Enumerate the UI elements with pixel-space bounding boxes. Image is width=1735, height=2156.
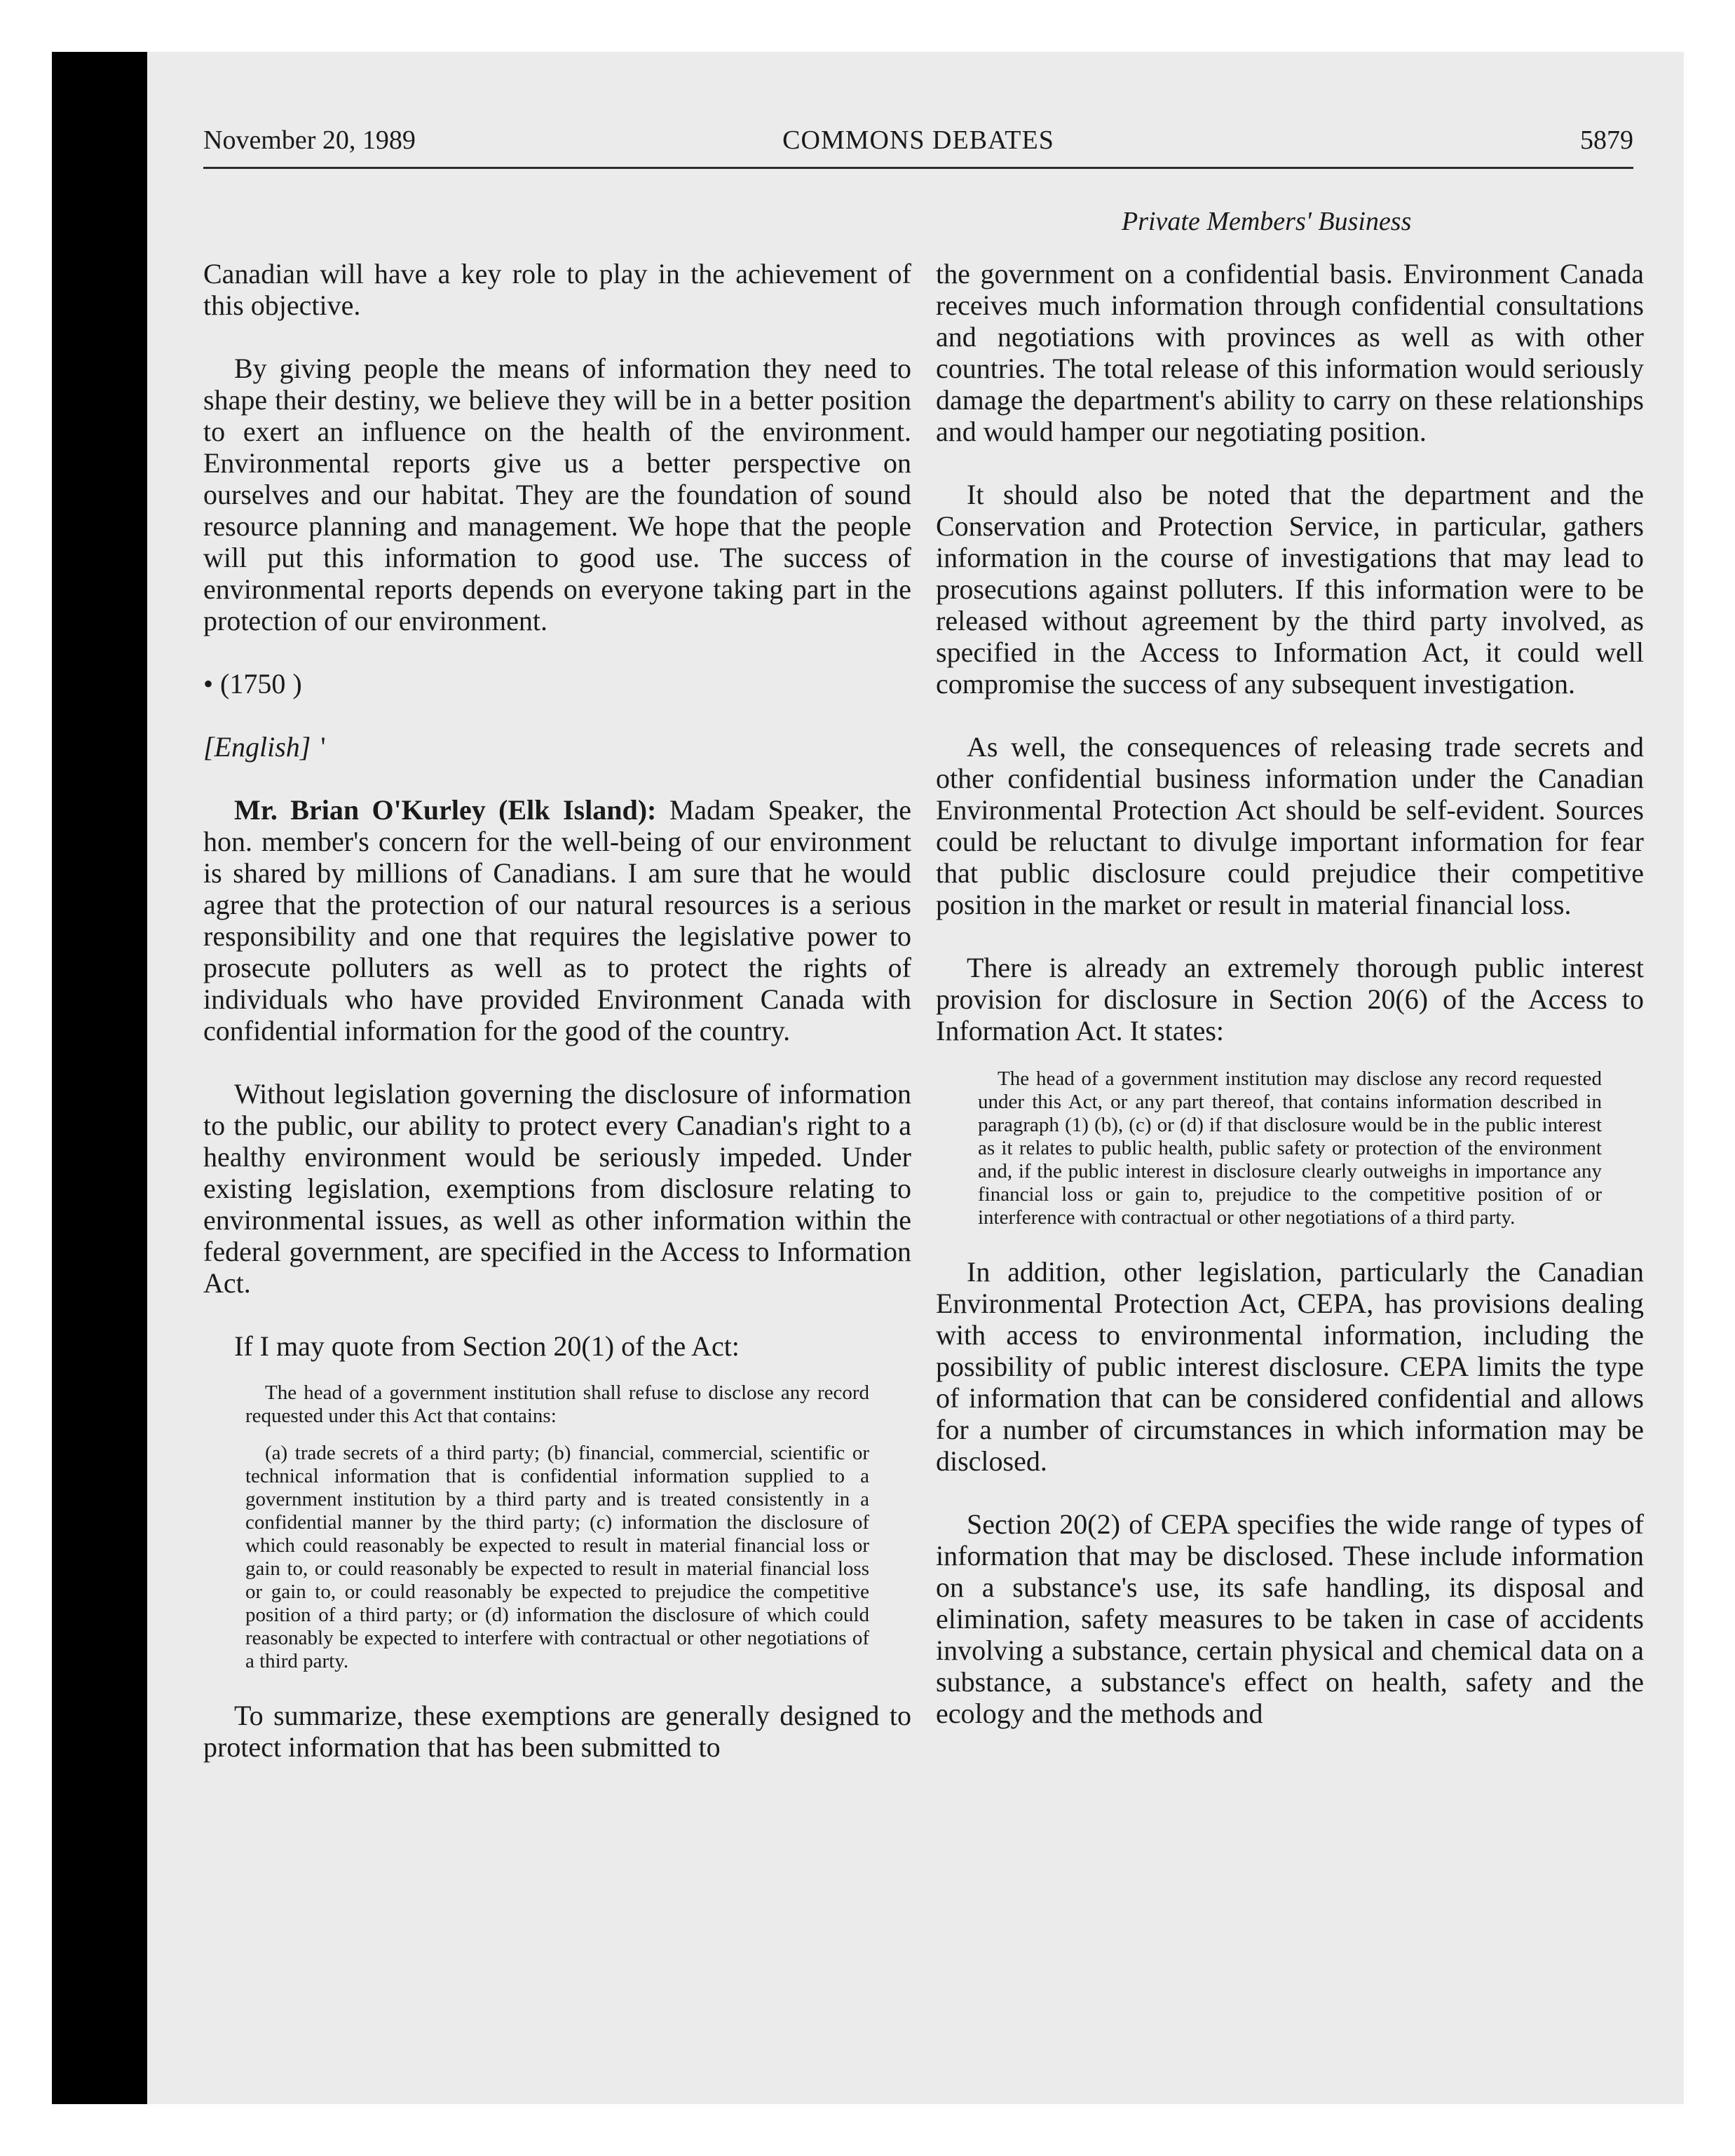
left-column — [203, 258, 911, 1794]
speaker-name: Mr. Brian O'Kurley (Elk Island): — [234, 794, 657, 826]
page-number: 5879 — [1580, 125, 1633, 155]
block-quote — [245, 1381, 869, 1673]
paragraph: By giving people the means of information they need to shape their destiny, we believe they will be in a better position to exert an influence on the health of the environment. Environmental reports give us a better perspective on ourselves and our habitat. They are the foundation of sound resource planning and management. We hope that the people will put this information to good use. The success of environmental reports depends on everyone taking part in the protection of our environment. — [203, 353, 911, 636]
paragraph: To summarize, these exemptions are generally designed to protect information that has been submitted to — [203, 1700, 911, 1763]
language-label-text: [English] — [203, 731, 311, 763]
header-title: COMMONS DEBATES — [782, 125, 1054, 155]
speech-text: Madam Speaker, the hon. member's concern for the well-being of our environment is shared by millions of Canadians. I am sure that he would agree that the protection of our natural resources is a serious responsibility and one that requires the legislative power to prosecute polluters as well as to protect the rights of individuals who have provided Environment Canada with confidential information for the good of the country. — [203, 794, 912, 1046]
language-label — [203, 731, 911, 763]
quote-paragraph: (a) trade secrets of a third party; (b) financial, commercial, scientific or technical information that is confidential information supplied to a government institution by a third party and is treated consistently in a confidential manner by the third party; (c) information the disclosure of which could reasonably be expected to result in material financial loss or gain to, or could reasonably be expected to result in material financial loss or gain to, or could reasonably be expected to prejudice the competitive position of a third party; or (d) information the disclosure of which could reasonably be expected to interfere with contractual or other negotiations of a third party. — [245, 1442, 869, 1672]
header-date: November 20, 1989 — [203, 125, 416, 155]
paragraph: the government on a confidential basis. Environment Canada receives much information through confidential consultations and negotiations with provinces as well as with other countries. The total release of this information would seriously damage the department's ability to carry on these relationships and would hamper our negotiating position. — [936, 258, 1644, 447]
paragraph: Section 20(2) of CEPA specifies the wide range of types of information that may be disclosed. These include information on a substance's use, its safe handling, its disposal and elimination, safety measures to be taken in case of accidents involving a substance, certain physical and chemical data on a substance, a substance's effect on health, safety and the ecology and the methods and — [936, 1508, 1644, 1729]
quote-paragraph: The head of a government institution shall refuse to disclose any record requested under this Act that contains: — [245, 1381, 869, 1427]
paragraph: As well, the consequences of releasing trade secrets and other confidential business information under the Canadian Environmental Protection Act should be self-evident. Sources could be reluctant to divulge important information for fear that public disclosure could prejudice their competitive position in the market or result in material financial loss. — [936, 731, 1644, 920]
paragraph: There is already an extremely thorough public interest provision for disclosure in Section 20(6) of the Access to Information Act. It states: — [936, 952, 1644, 1046]
paragraph: Canadian will have a key role to play in the achievement of this objective. — [203, 258, 911, 321]
block-quote — [978, 1067, 1602, 1229]
time-marker: • (1750 ) — [203, 668, 302, 700]
paragraph: In addition, other legislation, particularly the Canadian Environmental Protection Act, CEPA, has provisions dealing with access to environmental information, including the possibility of public interest disclosure. CEPA limits the type of information that can be considered confidential and allows for a number of circumstances in which information may be disclosed. — [936, 1256, 1644, 1477]
paragraph — [203, 794, 911, 1046]
running-header — [203, 125, 1633, 169]
paragraph: If I may quote from Section 20(1) of the Act: — [234, 1330, 740, 1362]
paragraph: Without legislation governing the disclosure of information to the public, our ability to protect every Canadian's right to a healthy environment would be seriously impeded. Under existing legislation, exemptions from disclosure relating to environmental issues, as well as other information within the federal government, are specified in the Access to Information Act. — [203, 1078, 911, 1299]
quote-paragraph: The head of a government institution may disclose any record requested under this Act, or any part thereof, that contains information described in paragraph (1) (b), (c) or (d) if that disclosure would be in the public interest as it relates to public health, public safety or protection of the environment and, if the public interest in disclosure clearly outweighs in importance any financial loss or gain to, prejudice to the competitive position of or interference with contractual or other negotiations of a third party. — [978, 1067, 1602, 1229]
paragraph: It should also be noted that the department and the Conservation and Protection Service, in particular, gathers information in the course of investigations that may lead to prosecutions against polluters. If this information were to be released without agreement by the third party involved, as specified in the Access to Information Act, it could well compromise the success of any subsequent investigation. — [936, 479, 1644, 700]
right-column — [936, 258, 1644, 1761]
stray-mark: ' — [320, 731, 326, 763]
section-heading: Private Members' Business — [1122, 207, 1412, 236]
binding-edge — [52, 52, 147, 2104]
